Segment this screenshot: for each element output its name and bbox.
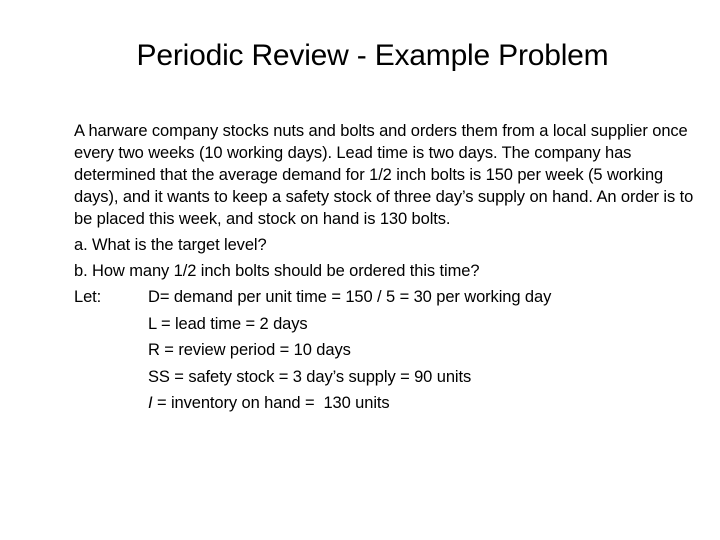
definition-inventory [148, 392, 694, 414]
definition-demand: D= demand per unit time = 150 / 5 = 30 per working day [148, 288, 552, 306]
inventory-definition-text: = inventory on hand = 130 units [152, 394, 390, 412]
question-b: b. How many 1/2 inch bolts should be ordered this time? [74, 262, 480, 280]
definition-lead-time: L = lead time = 2 days [148, 314, 308, 333]
slide-title: Periodic Review - Example Problem [136, 39, 609, 72]
problem-statement: A harware company stocks nuts and bolts and orders them from a local supplier once every two weeks (10 working days). Lead time is two days. The company has determined that the average demand for 1/2 inch bolts is 150 per week (5 working days), and it wants to keep a safety stock of three day’s supply on hand. An order is to be placed this week, and stock on hand is 130 bolts. [74, 122, 694, 228]
definition-safety-stock: SS = safety stock = 3 day’s supply = 90 units [148, 367, 472, 386]
question-a: a. What is the target level? [74, 236, 267, 254]
slide-body [74, 120, 694, 419]
let-row [74, 286, 694, 308]
definition-review-period: R = review period = 10 days [148, 341, 351, 359]
let-label: Let: [74, 288, 102, 306]
inventory-variable: I [148, 394, 153, 412]
